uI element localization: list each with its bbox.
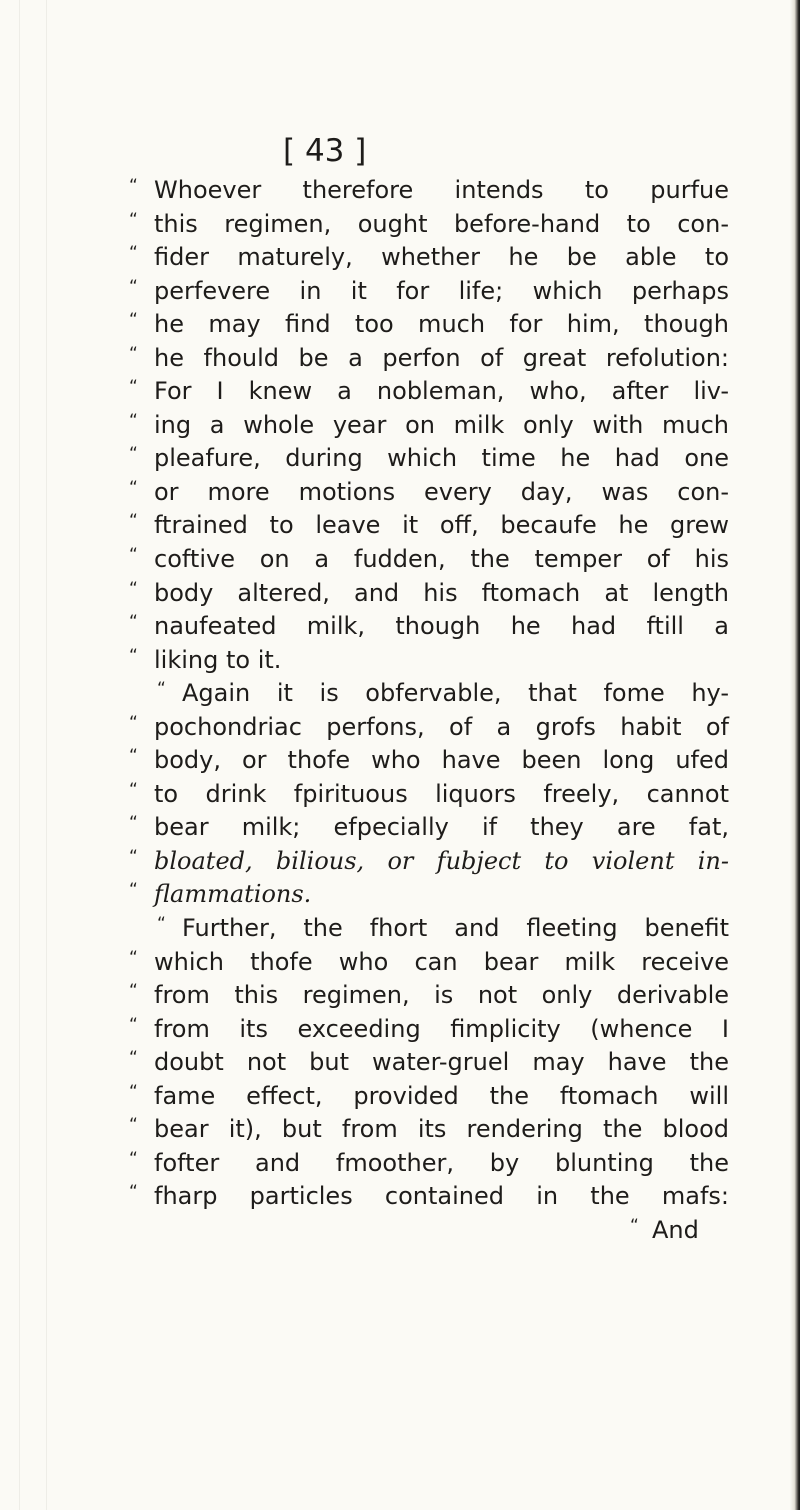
catchword (630, 1214, 699, 1248)
quotation-mark: “ (129, 1182, 138, 1203)
text-line (129, 979, 749, 1013)
line-text: fider maturely, whether he be able to (154, 243, 729, 272)
line-text: to drink fpirituous liquors freely, cannot (154, 779, 729, 808)
quotation-mark: “ (129, 276, 138, 297)
quotation-mark: “ (129, 377, 138, 398)
line-text: naufeated milk, though he had ftill a (154, 612, 729, 641)
text-line (129, 409, 749, 443)
line-text: which thofe who can bear milk receive (154, 947, 729, 976)
scan-line-decoration (19, 0, 20, 1510)
catchword-text: And (652, 1215, 699, 1244)
quotation-mark: “ (129, 343, 138, 364)
quotation-mark: “ (129, 310, 138, 331)
quotation-mark: “ (129, 410, 138, 431)
paragraph-first-line (129, 677, 749, 711)
text-line (129, 1147, 749, 1181)
quotation-mark: “ (129, 947, 138, 968)
quotation-mark: “ (129, 813, 138, 834)
text-line (129, 543, 749, 577)
quotation-mark: “ (129, 1115, 138, 1136)
quotation-mark: “ (129, 981, 138, 1002)
text-line (129, 644, 749, 678)
quotation-mark: “ (129, 176, 138, 196)
quotation-mark: “ (129, 645, 138, 666)
line-text: this regimen, ought before-hand to con- (154, 209, 729, 238)
text-line (129, 610, 749, 644)
line-text: or more motions every day, was con- (154, 477, 729, 506)
line-text: bear it), but from its rendering the blood (154, 1115, 729, 1144)
line-text: he fhould be a perfon of great refolution: (154, 343, 729, 372)
quotation-mark: “ (630, 1215, 639, 1236)
quotation-mark: “ (129, 444, 138, 465)
quotation-mark: “ (129, 578, 138, 599)
line-text: coftive on a fudden, the temper of his (154, 545, 729, 574)
line-text: body, or thofe who have been long ufed (154, 746, 729, 775)
line-text: ing a whole year on milk only with much (154, 410, 729, 439)
text-line (129, 1113, 749, 1147)
quotation-mark: “ (157, 914, 166, 935)
line-text: Whoever therefore intends to purfue (154, 176, 729, 204)
paragraph-first-line (129, 912, 749, 946)
text-line (129, 442, 749, 476)
line-text: liking to it. (154, 645, 282, 674)
text-line (129, 711, 749, 745)
quotation-mark: “ (129, 846, 138, 867)
quotation-mark: “ (129, 1048, 138, 1069)
quotation-mark: “ (129, 880, 138, 901)
line-text: fharp particles contained in the mafs: (154, 1182, 729, 1211)
line-text: fofter and fmoother, by blunting the (154, 1148, 729, 1177)
text-line (129, 275, 749, 309)
text-line (129, 577, 749, 611)
line-text: body altered, and his ftomach at length (154, 578, 729, 607)
quotation-mark: “ (157, 679, 166, 700)
line-text: perfevere in it for life; which perhaps (154, 276, 729, 305)
main-text-block (129, 174, 749, 1248)
page-edge-shadow (790, 0, 800, 1510)
text-line (129, 1080, 749, 1114)
line-text: Further, the fhort and fleeting benefit (182, 914, 729, 943)
text-line (129, 308, 749, 342)
line-text: For I knew a nobleman, who, after liv- (154, 377, 729, 406)
quotation-mark: “ (129, 746, 138, 767)
text-line (129, 174, 749, 208)
line-text: pochondriac perfons, of a grofs habit of (154, 712, 729, 741)
quotation-mark: “ (129, 1014, 138, 1035)
quotation-mark: “ (129, 779, 138, 800)
text-line (129, 1046, 749, 1080)
line-text: from this regimen, is not only derivable (154, 981, 729, 1010)
text-line (129, 811, 749, 845)
line-text: ftrained to leave it off, becaufe he grew (154, 511, 729, 540)
text-line (129, 744, 749, 778)
text-line (129, 946, 749, 980)
quotation-mark: “ (129, 243, 138, 264)
quotation-mark: “ (129, 612, 138, 633)
text-line (129, 375, 749, 409)
text-line (129, 342, 749, 376)
quotation-mark: “ (129, 712, 138, 733)
line-text-italic: bloated, bilious, or fubject to violent in- (154, 846, 729, 875)
text-line (129, 241, 749, 275)
line-text: doubt not but water-gruel may have the (154, 1048, 729, 1077)
line-text: he may find too much for him, though (154, 310, 729, 339)
line-text: bear milk; efpecially if they are fat, (154, 813, 729, 842)
scan-line-decoration (46, 0, 47, 1510)
text-line (129, 778, 749, 812)
text-line (129, 1013, 749, 1047)
line-text: Again it is obfervable, that fome hy- (182, 679, 729, 708)
text-line (129, 509, 749, 543)
quotation-mark: “ (129, 477, 138, 498)
page-number: [ 43 ] (283, 133, 367, 169)
line-text: pleafure, during which time he had one (154, 444, 729, 473)
quotation-mark: “ (129, 1081, 138, 1102)
text-line (129, 1180, 749, 1214)
text-line (129, 208, 749, 242)
line-text-italic: flammations. (154, 880, 312, 909)
text-line (129, 878, 749, 912)
quotation-mark: “ (129, 209, 138, 230)
quotation-mark: “ (129, 511, 138, 532)
text-line (129, 476, 749, 510)
quotation-mark: “ (129, 1148, 138, 1169)
text-line (129, 845, 749, 879)
line-text: fame effect, provided the ftomach will (154, 1081, 729, 1110)
line-text: from its exceeding fimplicity (whence I (154, 1014, 729, 1043)
quotation-mark: “ (129, 545, 138, 566)
catchword-line (129, 1214, 749, 1248)
